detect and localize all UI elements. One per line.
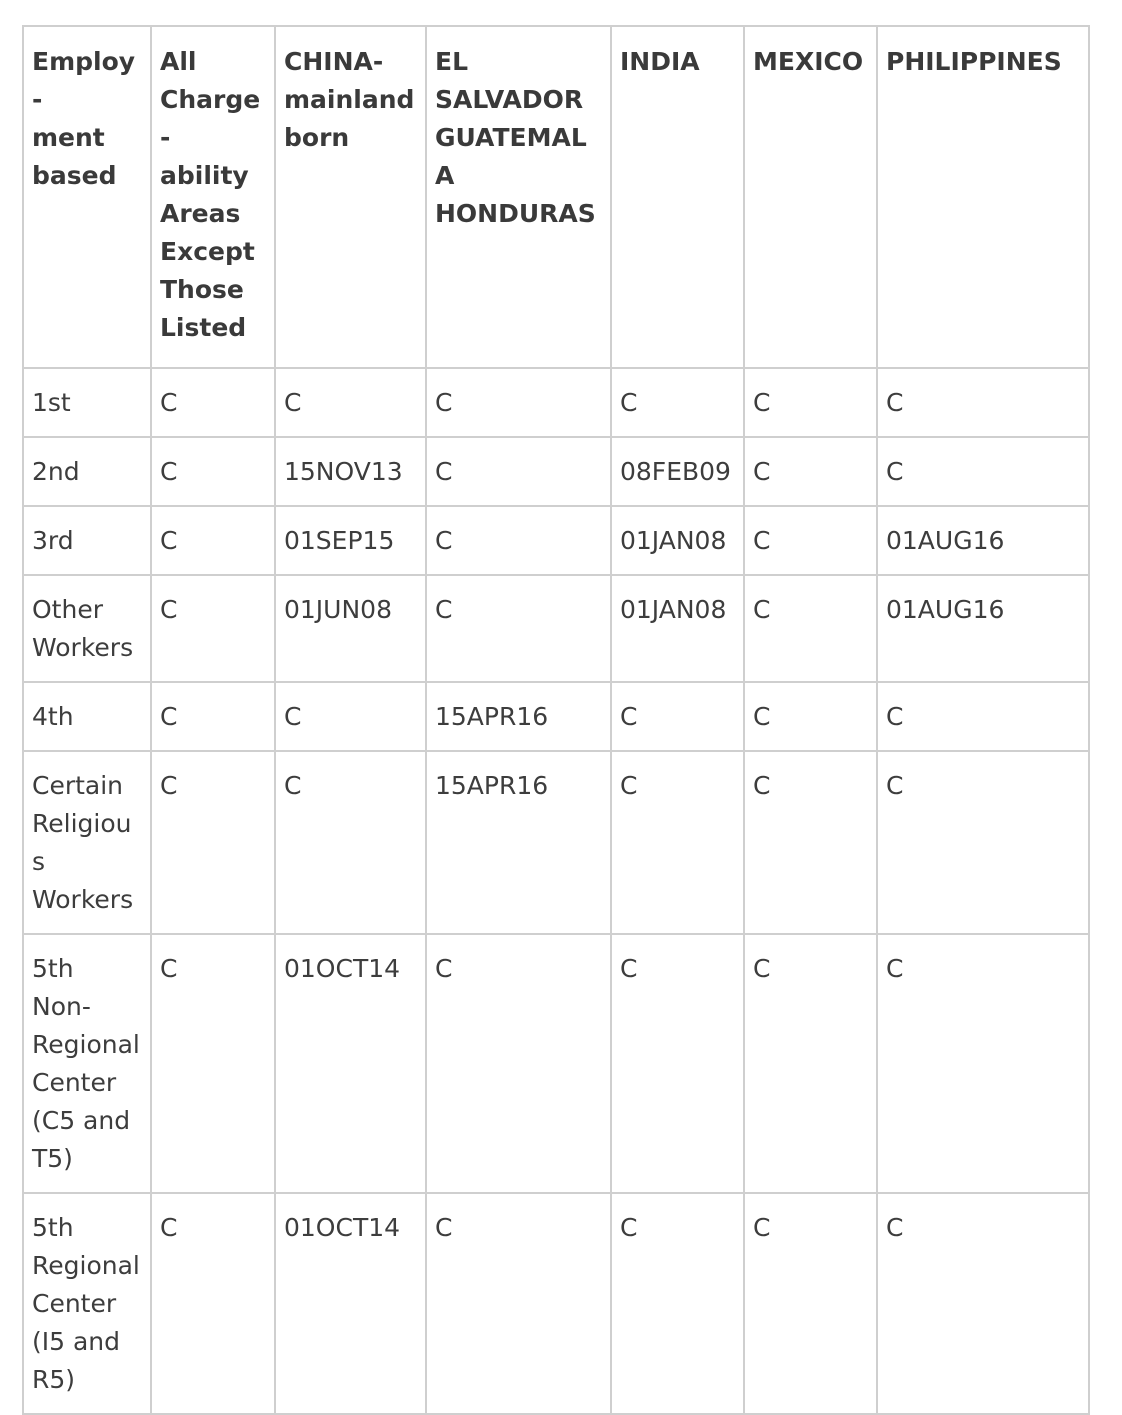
employment-based-dates-table [22,25,1090,1415]
cell-all-chargeability: C [151,368,275,437]
cell-el-salvador: C [426,1193,611,1414]
cell-india: 01JAN08 [611,575,744,682]
cell-all-chargeability: C [151,575,275,682]
cell-india: 01JAN08 [611,506,744,575]
cell-mexico: C [744,682,877,751]
cell-all-chargeability: C [151,506,275,575]
cell-all-chargeability: C [151,934,275,1193]
table-row [23,437,1089,506]
cell-china: C [275,682,426,751]
cell-china: 01JUN08 [275,575,426,682]
cell-el-salvador: 15APR16 [426,682,611,751]
cell-india: 08FEB09 [611,437,744,506]
cell-mexico: C [744,1193,877,1414]
table-row [23,1193,1089,1414]
table-row [23,934,1089,1193]
cell-mexico: C [744,368,877,437]
row-category: 2nd [23,437,151,506]
row-category: Certain Religious Workers [23,751,151,934]
header-all-chargeability-areas: All Charge- ability Areas Except Those Listed [151,26,275,368]
cell-all-chargeability: C [151,1193,275,1414]
cell-india: C [611,934,744,1193]
header-el-salvador-guatemala-honduras: EL SALVADOR GUATEMALA HONDURAS [426,26,611,368]
cell-china: 15NOV13 [275,437,426,506]
header-india: INDIA [611,26,744,368]
cell-philippines: C [877,368,1089,437]
cell-china: 01OCT14 [275,1193,426,1414]
table-row [23,368,1089,437]
cell-india: C [611,682,744,751]
cell-all-chargeability: C [151,682,275,751]
header-china-mainland: CHINA- mainland born [275,26,426,368]
cell-china: 01OCT14 [275,934,426,1193]
table-header [23,26,1089,368]
cell-el-salvador: C [426,934,611,1193]
header-row [23,26,1089,368]
cell-india: C [611,751,744,934]
row-category: 3rd [23,506,151,575]
row-category: 1st [23,368,151,437]
cell-mexico: C [744,934,877,1193]
cell-mexico: C [744,751,877,934]
cell-el-salvador: C [426,368,611,437]
header-mexico: MEXICO [744,26,877,368]
cell-philippines: C [877,751,1089,934]
cell-philippines: C [877,934,1089,1193]
cell-el-salvador: 15APR16 [426,751,611,934]
cell-philippines: 01AUG16 [877,506,1089,575]
header-employment-based: Employ- ment based [23,26,151,368]
cell-india: C [611,1193,744,1414]
cell-el-salvador: C [426,575,611,682]
cell-philippines: C [877,682,1089,751]
cell-el-salvador: C [426,506,611,575]
table-body [23,368,1089,1414]
table-row [23,682,1089,751]
cell-philippines: 01AUG16 [877,575,1089,682]
table-row [23,751,1089,934]
header-philippines: PHILIPPINES [877,26,1089,368]
cell-china: C [275,368,426,437]
cell-mexico: C [744,437,877,506]
cell-mexico: C [744,506,877,575]
cell-china: 01SEP15 [275,506,426,575]
cell-mexico: C [744,575,877,682]
cell-all-chargeability: C [151,437,275,506]
row-category: 5th Regional Center (I5 and R5) [23,1193,151,1414]
cell-el-salvador: C [426,437,611,506]
cell-china: C [275,751,426,934]
row-category: 4th [23,682,151,751]
cell-india: C [611,368,744,437]
cell-philippines: C [877,1193,1089,1414]
row-category: Other Workers [23,575,151,682]
row-category: 5th Non- Regional Center (C5 and T5) [23,934,151,1193]
table-row [23,506,1089,575]
cell-all-chargeability: C [151,751,275,934]
cell-philippines: C [877,437,1089,506]
table-row [23,575,1089,682]
